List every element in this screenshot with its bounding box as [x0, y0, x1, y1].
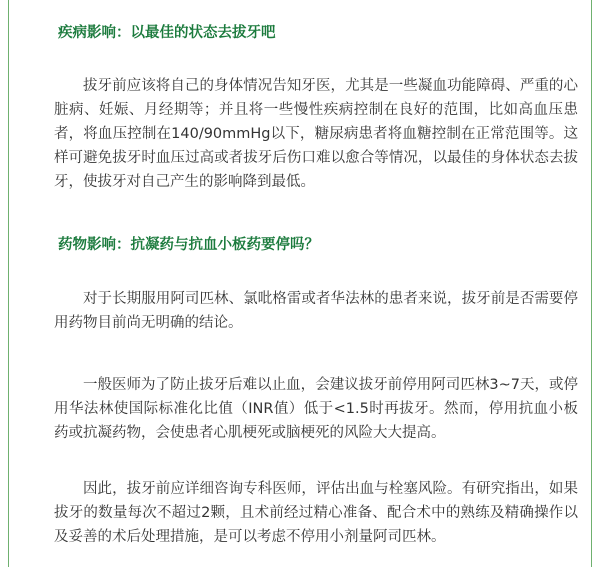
paragraph-medication-stop: 一般医师为了防止拔牙后难以止血，会建议拔牙前停用阿司匹林3~7天，或停用华法林使国际标准化比值（INR值）低于<1.5时再拔牙。然而，停用抗血小板药或抗凝药物，会使患者心肌梗死或脑梗死的风险大大提高。	[54, 377, 578, 441]
section-heading-disease: 疾病影响：以最佳的状态去拔牙吧	[58, 25, 276, 41]
paragraph-medication-consult: 因此，拔牙前应详细咨询专科医师，评估出血与栓塞风险。有研究指出，如果拔牙的数量每次不超过2颗，且术前经过精心准备、配合术中的熟练及精确操作以及妥善的术后处理措施，是可以考虑不停用小剂量阿司匹林。	[54, 481, 578, 545]
section-heading-medication: 药物影响：抗凝药与抗血小板药要停吗？	[58, 237, 319, 253]
paragraph-disease-advice: 拔牙前应该将自己的身体情况告知牙医，尤其是一些凝血功能障碍、严重的心脏病、妊娠、月经期等；并且将一些慢性疾病控制在良好的范围，比如高血压患者，将血压控制在140/90mmHg以下，糖尿病患者将血糖控制在正常范围等。这样可避免拔牙时血压过高或者拔牙后伤口难以愈合等情况，以最佳的身体状态去拔牙，使拔牙对自己产生的影响降到最低。	[54, 78, 578, 190]
paragraph-medication-intro: 对于长期服用阿司匹林、氯吡格雷或者华法林的患者来说，拔牙前是否需要停用药物目前尚无明确的结论。	[54, 291, 578, 331]
